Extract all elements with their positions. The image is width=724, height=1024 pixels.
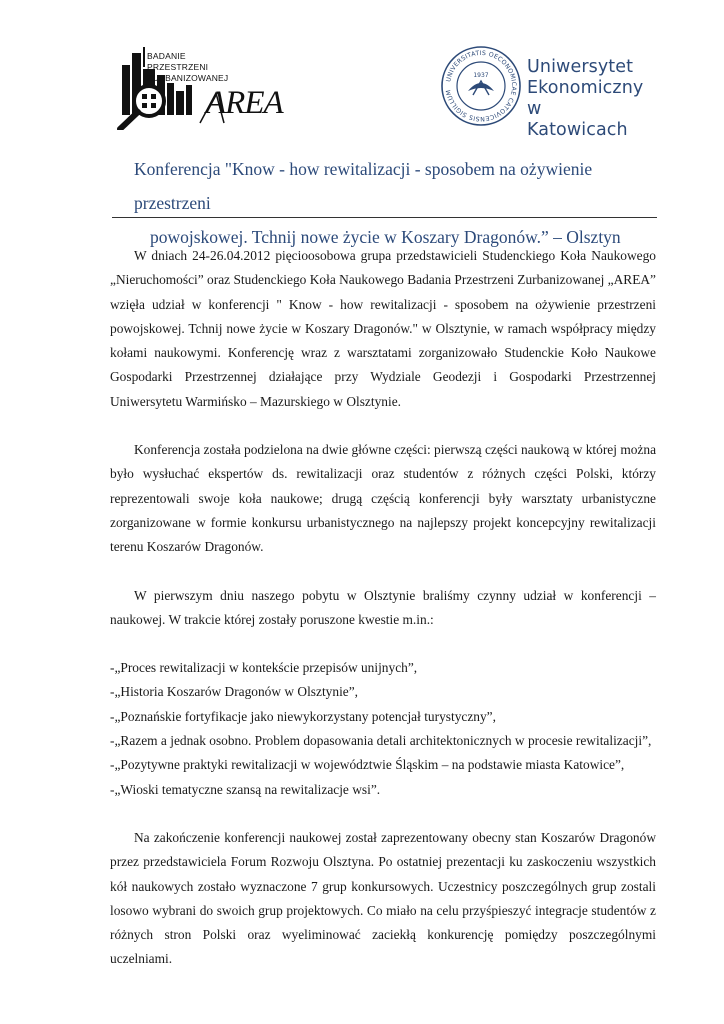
topic-item: -„Razem a jednak osobno. Problem dopasowania detali architektonicznych w procesie rewitalizacji”, [110,733,652,749]
university-name-line-1: Uniwersytet [527,57,634,77]
paragraph-3: W pierwszym dniu naszego pobytu w Olsztynie braliśmy czynny udział w konferencji – naukowej. W trakcie której zostały poruszone kwestie m.in.: [110,587,656,627]
university-name-line-3: w Katowicach [527,99,628,140]
topic-item: -„Wioski tematyczne szansą na rewitalizacje wsi”. [110,781,381,797]
paragraph-1: W dniach 24-26.04.2012 pięcioosobowa grupa przedstawicieli Studenckiego Koła Naukowego „Nieruchomości” oraz Studenckiego Koła Naukowego Badania Przestrzeni Zurbanizowanej „AREA” wzięła udział w konferencji " Know - how rewitalizacji - sposobem na ożywienie przestrzeni powojskowej. Tchnij nowe życie w Koszary Dragonów." w Olsztynie, w ramach współpracy między kołami naukowymi. Konferencję wraz z warsztatami zorganizowało Studenckie Koło Naukowe Gospodarki Przestrzennej działające przy Wydziale Geodezji i Gospodarki Przestrzennej Uniwersytetu Warmińsko – Mazurskiego w Olsztynie. [110,248,656,409]
university-name-line-2: Ekonomiczny [527,78,644,98]
logo-text-line-3: ZURBANIZOWANEJ [147,73,229,83]
logo-text-line-2: PRZESTRZENI [147,62,209,72]
topics-list [110,656,656,802]
title-line-1: Konferencja "Know - how rewitalizacji - sposobem na ożywienie przestrzeni [134,159,593,213]
seal-ring-text: UNIVERSITATIS OECONOMICAE CATOVICENSIS SIGILLUM [445,49,518,123]
document-title [116,152,636,254]
university-logo [440,45,644,140]
paragraph-4: Na zakończenie konferencji naukowej został zaprezentowany obecny stan Koszarów Dragonów przez przedstawiciela Forum Rozwoju Olsztyna. Po ostatniej prezentacji ku zaskoczeniu wszystkich kół naukowych zostało wyznaczone 7 grup konkursowych. Uczestnicy poszczególnych grup zostali losowo wybrani do swoich grup projektowych. Co miało na celu przyśpieszyć integracje studentów z różnych stron Polski oraz wyeliminować zaciekłą konkurencję pomiędzy poszczególnymi uczelniami. [110,829,656,967]
logo-text-line-1: BADANIE [147,51,186,61]
title-line-2: powojskowej. Tchnij nowe życie w Koszary Dragonów.” – Olsztyn [150,227,621,247]
paragraph-2: Konferencja została podzielona na dwie główne części: pierwszą części naukową w której można było wysłuchać ekspertów ds. rewitalizacji oraz studentów z różnych części Polski, którzy reprezentowali swoje koła naukowe; drugą częścią konferencji były warsztaty urbanistyczne zorganizowane w formie konkursu urbanistycznego na najlepszy projekt koncepcyjny rewitalizacji terenu Koszarów Dragonów. [110,442,657,555]
area-brand-text: AREA [206,85,283,121]
document-body [110,244,656,972]
topic-item: -„Historia Koszarów Dragonów w Olsztynie”, [110,684,359,700]
area-logo [108,45,283,130]
topic-item: -„Proces rewitalizacji w kontekście przepisów unijnych”, [110,660,418,676]
seal-year: 1937 [473,72,489,79]
topic-item: -„Poznańskie fortyfikacje jako niewykorzystany potencjał turystyczny”, [110,708,496,724]
topic-item: -„Pozytywne praktyki rewitalizacji w województwie Śląskim – na podstawie miasta Katowice”, [110,757,625,773]
university-seal-icon [440,45,522,127]
title-divider [112,217,657,218]
